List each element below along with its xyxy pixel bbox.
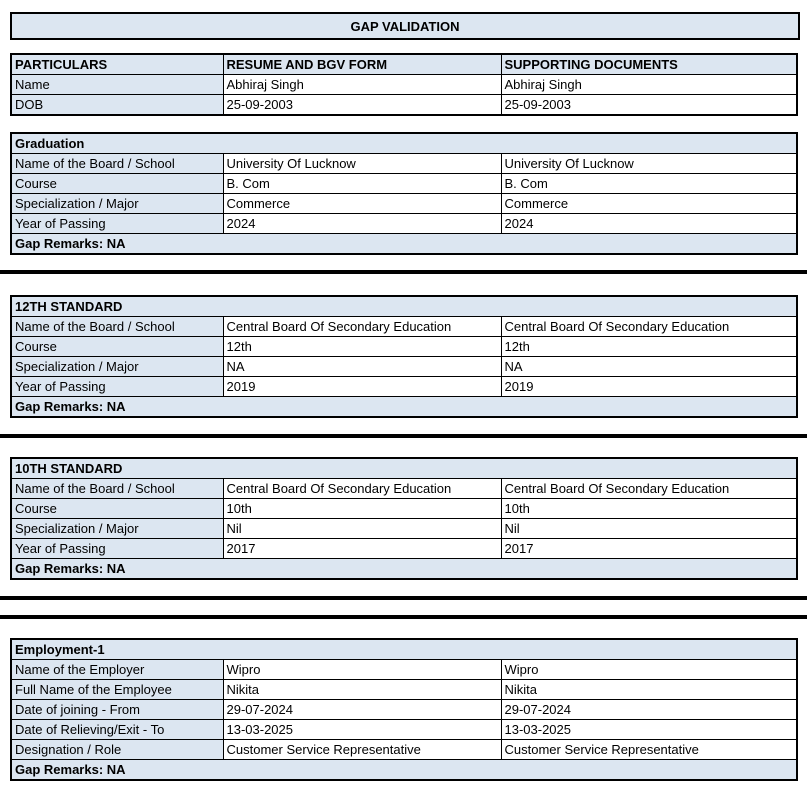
- table-row: [11, 377, 797, 397]
- row-label-cell: Specialization / Major: [11, 519, 223, 539]
- section-heading: 12TH STANDARD: [11, 296, 797, 317]
- section-heading: 10TH STANDARD: [11, 458, 797, 479]
- main-table-header-row: [11, 54, 797, 75]
- section-heading-row: [11, 133, 797, 154]
- row-label-cell: Year of Passing: [11, 214, 223, 234]
- gap-remarks: Gap Remarks: NA: [11, 559, 797, 580]
- table-row: [11, 680, 797, 700]
- table-row: [11, 194, 797, 214]
- row-label-cell: Specialization / Major: [11, 357, 223, 377]
- row-label-cell: Date of Relieving/Exit - To: [11, 720, 223, 740]
- supporting-value-cell: 10th: [501, 499, 797, 519]
- resume-value-cell: Nikita: [223, 680, 501, 700]
- table-row: [11, 95, 797, 116]
- column-header-particulars: PARTICULARS: [11, 54, 223, 75]
- gap-remarks: Gap Remarks: NA: [11, 234, 797, 255]
- section-divider: [0, 596, 807, 600]
- table-row: [11, 519, 797, 539]
- section-heading: Employment-1: [11, 639, 797, 660]
- resume-value-cell: 2019: [223, 377, 501, 397]
- row-label-cell: Name of the Board / School: [11, 479, 223, 499]
- resume-value-cell: Customer Service Representative: [223, 740, 501, 760]
- row-label-cell: Year of Passing: [11, 377, 223, 397]
- resume-value-cell: Central Board Of Secondary Education: [223, 317, 501, 337]
- row-label-cell: Specialization / Major: [11, 194, 223, 214]
- resume-value-cell: 10th: [223, 499, 501, 519]
- supporting-value-cell: Customer Service Representative: [501, 740, 797, 760]
- table-row: [11, 154, 797, 174]
- resume-value-cell: Central Board Of Secondary Education: [223, 479, 501, 499]
- table-row: [11, 720, 797, 740]
- row-label-cell: Course: [11, 337, 223, 357]
- supporting-value-cell: 12th: [501, 337, 797, 357]
- gap-remarks-row: [11, 234, 797, 255]
- table-row: [11, 174, 797, 194]
- row-label-cell: Name of the Board / School: [11, 154, 223, 174]
- row-label-cell: Date of joining - From: [11, 700, 223, 720]
- supporting-value-cell: B. Com: [501, 174, 797, 194]
- row-label-cell: DOB: [11, 95, 223, 116]
- row-label-cell: Full Name of the Employee: [11, 680, 223, 700]
- resume-value-cell: 2017: [223, 539, 501, 559]
- resume-value-cell: 2024: [223, 214, 501, 234]
- resume-value-cell: NA: [223, 357, 501, 377]
- supporting-value-cell: Nil: [501, 519, 797, 539]
- table-row: [11, 660, 797, 680]
- row-label-cell: Year of Passing: [11, 539, 223, 559]
- resume-value-cell: Commerce: [223, 194, 501, 214]
- supporting-value-cell: University Of Lucknow: [501, 154, 797, 174]
- supporting-value-cell: Commerce: [501, 194, 797, 214]
- supporting-value-cell: Central Board Of Secondary Education: [501, 479, 797, 499]
- resume-value-cell: University Of Lucknow: [223, 154, 501, 174]
- section-divider: [0, 434, 807, 438]
- supporting-value-cell: Abhiraj Singh: [501, 75, 797, 95]
- supporting-value-cell: 2017: [501, 539, 797, 559]
- section-divider: [0, 615, 807, 619]
- row-label-cell: Course: [11, 174, 223, 194]
- gap-remarks-row: [11, 397, 797, 418]
- section-heading-row: [11, 458, 797, 479]
- main-table: [10, 53, 798, 116]
- gap-remarks-row: [11, 760, 797, 781]
- column-header-supporting: SUPPORTING DOCUMENTS: [501, 54, 797, 75]
- section-graduation: [10, 132, 798, 255]
- row-label-cell: Designation / Role: [11, 740, 223, 760]
- table-row: [11, 357, 797, 377]
- table-row: [11, 539, 797, 559]
- section-employment-1: [10, 638, 798, 781]
- supporting-value-cell: NA: [501, 357, 797, 377]
- table-row: [11, 214, 797, 234]
- table-row: [11, 700, 797, 720]
- gap-remarks: Gap Remarks: NA: [11, 760, 797, 781]
- row-label-cell: Name of the Employer: [11, 660, 223, 680]
- table-row: [11, 75, 797, 95]
- table-row: [11, 479, 797, 499]
- table-row: [11, 499, 797, 519]
- supporting-value-cell: 2024: [501, 214, 797, 234]
- row-label-cell: Name of the Board / School: [11, 317, 223, 337]
- resume-value-cell: Abhiraj Singh: [223, 75, 501, 95]
- resume-value-cell: 25-09-2003: [223, 95, 501, 116]
- section-12th-standard: [10, 295, 798, 418]
- table-row: [11, 317, 797, 337]
- resume-value-cell: 29-07-2024: [223, 700, 501, 720]
- section-10th-standard: [10, 457, 798, 580]
- section-heading-row: [11, 296, 797, 317]
- row-label-cell: Name: [11, 75, 223, 95]
- resume-value-cell: 13-03-2025: [223, 720, 501, 740]
- row-label-cell: Course: [11, 499, 223, 519]
- resume-value-cell: B. Com: [223, 174, 501, 194]
- supporting-value-cell: Wipro: [501, 660, 797, 680]
- gap-remarks: Gap Remarks: NA: [11, 397, 797, 418]
- supporting-value-cell: 13-03-2025: [501, 720, 797, 740]
- section-divider: [0, 270, 807, 274]
- supporting-value-cell: Central Board Of Secondary Education: [501, 317, 797, 337]
- section-heading-row: [11, 639, 797, 660]
- supporting-value-cell: Nikita: [501, 680, 797, 700]
- supporting-value-cell: 29-07-2024: [501, 700, 797, 720]
- table-row: [11, 740, 797, 760]
- supporting-value-cell: 2019: [501, 377, 797, 397]
- gap-remarks-row: [11, 559, 797, 580]
- page-title: GAP VALIDATION: [10, 12, 800, 40]
- resume-value-cell: Wipro: [223, 660, 501, 680]
- column-header-resume: RESUME AND BGV FORM: [223, 54, 501, 75]
- resume-value-cell: 12th: [223, 337, 501, 357]
- resume-value-cell: Nil: [223, 519, 501, 539]
- section-heading: Graduation: [11, 133, 797, 154]
- supporting-value-cell: 25-09-2003: [501, 95, 797, 116]
- table-row: [11, 337, 797, 357]
